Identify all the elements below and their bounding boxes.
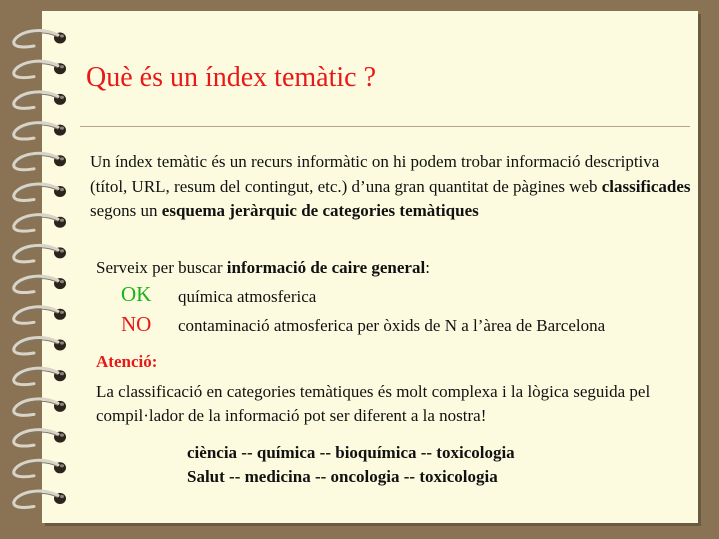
intro-bold-1: classificades [601,176,691,196]
slide-title: Què és un índex temàtic ? [86,62,377,93]
uses-line [96,258,430,278]
no-label: NO [121,312,152,336]
binding-ring [14,31,66,47]
binding-ring [14,276,66,292]
binding-ring [14,307,66,323]
binding-ring [14,61,66,77]
binding-ring [14,123,66,139]
attention-text: La classificació en categories temàtiques és molt complexa i la lògica seguida pel compil·lador de la informació pot ser diferent a la nostra! [96,382,651,425]
binding-ring [14,491,66,507]
binding-ring [14,245,66,261]
uses-prefix: Serveix per buscar [96,258,227,277]
binding-ring [14,430,66,446]
intro-text-1: Un índex temàtic és un recurs informàtic on hi podem trobar informació descriptiva (títol, URL, resum del contingut, etc.) d’una gran quantitat de pàgines web [90,152,660,196]
ok-example: química atmosferica [178,287,317,306]
ok-label: OK [121,282,152,306]
binding-ring [14,368,66,384]
no-example: contaminació atmosferica per òxids de N a l’àrea de Barcelona [178,316,606,335]
attention-title: Atenció: [96,352,158,371]
intro-paragraph [90,150,700,224]
uses-suffix: : [425,258,430,277]
category-path-1: ciència -- química -- bioquímica -- toxicologia [187,443,515,462]
binding-ring [14,184,66,200]
spiral-binding [0,0,80,539]
category-path-2: Salut -- medicina -- oncologia -- toxicologia [187,467,498,486]
intro-text-2: segons un [90,201,162,220]
binding-ring [14,460,66,476]
intro-bold-2: esquema jeràrquic de categories temàtiques [161,201,479,220]
binding-ring [14,153,66,169]
uses-bold: informació de caire general [226,258,426,277]
binding-ring [14,399,66,415]
title-divider [80,126,690,127]
binding-ring [14,215,66,231]
binding-ring [14,338,66,354]
binding-ring [14,92,66,108]
